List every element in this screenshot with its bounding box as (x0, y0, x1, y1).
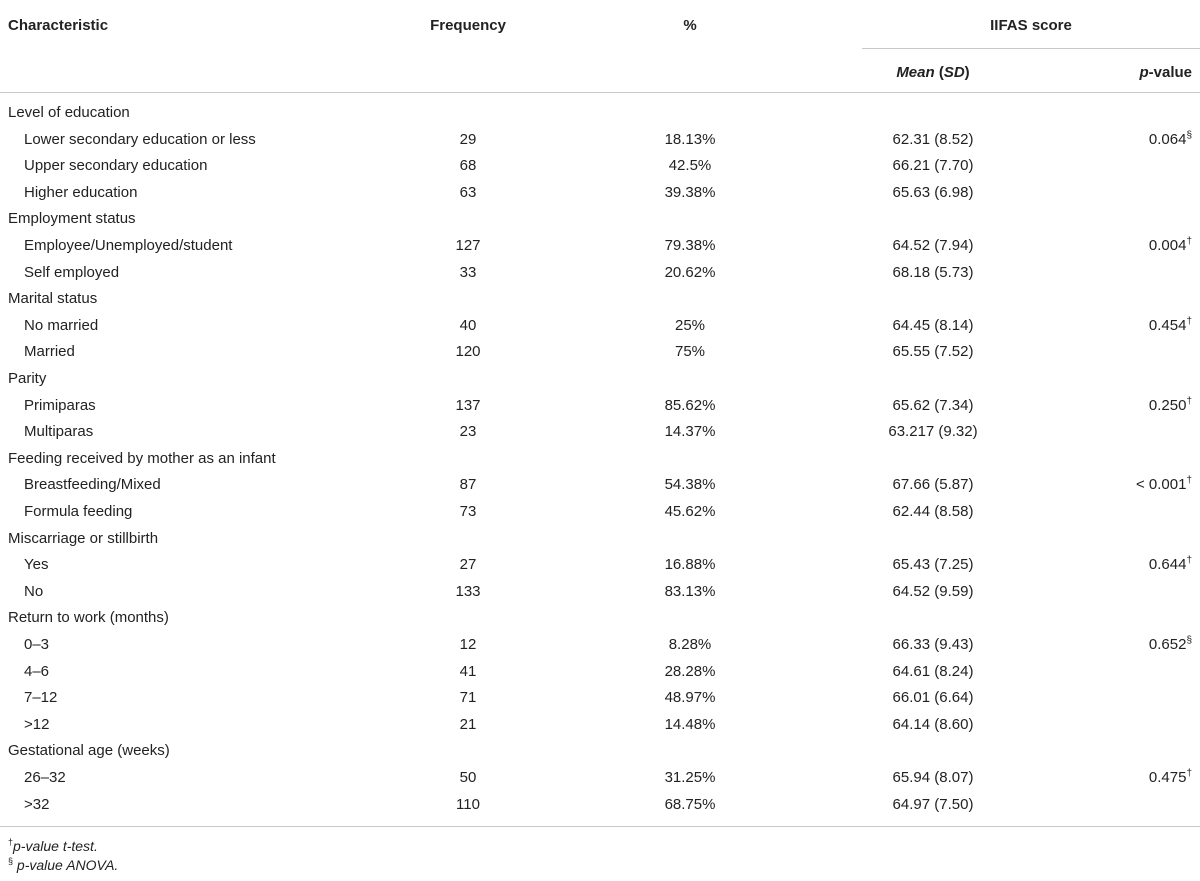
row-frequency: 27 (459, 556, 477, 573)
row-frequency: 63 (459, 184, 477, 201)
group-label: Gestational age (weeks) (8, 742, 170, 759)
header-frequency: Frequency (430, 17, 506, 34)
footnote-anova (8, 857, 118, 873)
row-mean-sd: 64.52 (9.59) (892, 583, 974, 600)
footnote-ttest (8, 838, 98, 854)
p-value-test-mark: § (1186, 635, 1192, 646)
row-characteristic: Lower secondary education or less (24, 131, 256, 148)
p-value-text: 0.064 (1148, 131, 1187, 148)
header-rule (0, 92, 1200, 93)
row-frequency: 110 (456, 796, 480, 813)
row-percent: 54.38% (664, 476, 716, 493)
row-frequency: 73 (459, 503, 477, 520)
row-characteristic: Formula feeding (24, 503, 133, 520)
row-p-value (1149, 397, 1192, 415)
group-label: Marital status (8, 290, 98, 307)
row-percent: 18.13% (664, 131, 716, 148)
row-mean-sd: 65.63 (6.98) (892, 184, 974, 201)
group-label: Level of education (8, 104, 130, 121)
row-frequency: 23 (459, 423, 477, 440)
row-mean-sd: 65.62 (7.34) (892, 397, 974, 414)
p-value-text: 0.250 (1148, 397, 1187, 414)
row-characteristic: 7–12 (24, 689, 58, 706)
row-p-value (1149, 556, 1192, 574)
row-characteristic: 0–3 (24, 636, 50, 653)
row-characteristic: 4–6 (24, 663, 50, 680)
group-label: Employment status (8, 210, 136, 227)
header-p-value (1139, 64, 1192, 82)
row-p-value (1149, 131, 1192, 149)
p-value-test-mark: † (1186, 555, 1192, 566)
row-percent: 16.88% (664, 556, 716, 573)
row-characteristic: >32 (24, 796, 50, 813)
row-frequency: 133 (455, 583, 481, 600)
row-p-value (1149, 317, 1192, 335)
row-mean-sd: 64.45 (8.14) (892, 317, 974, 334)
row-characteristic: No married (24, 317, 99, 334)
footnote-mark: § (8, 856, 14, 866)
row-characteristic: Married (24, 343, 75, 360)
row-characteristic: Multiparas (24, 423, 94, 440)
row-characteristic: Upper secondary education (24, 157, 208, 174)
header-group-rule (862, 48, 1200, 49)
row-frequency: 137 (455, 397, 481, 414)
p-value-test-mark: † (1186, 316, 1192, 327)
table-bottom-rule (0, 826, 1200, 827)
row-percent: 25% (674, 317, 706, 334)
p-value-test-mark: † (1186, 236, 1192, 247)
row-frequency: 120 (455, 343, 481, 360)
row-mean-sd: 64.52 (7.94) (892, 237, 974, 254)
row-mean-sd: 68.18 (5.73) (892, 264, 974, 281)
p-value-test-mark: † (1186, 475, 1192, 486)
group-label: Feeding received by mother as an infant (8, 450, 276, 467)
row-mean-sd: 62.44 (8.58) (892, 503, 974, 520)
row-frequency: 50 (459, 769, 477, 786)
row-characteristic: Primiparas (24, 397, 96, 414)
row-p-value (1149, 237, 1192, 255)
row-frequency: 41 (459, 663, 477, 680)
p-value-test-mark: † (1186, 396, 1192, 407)
header-mean-sd: Mean (SD) (896, 64, 970, 81)
row-characteristic: Breastfeeding/Mixed (24, 476, 161, 493)
row-mean-sd: 64.14 (8.60) (892, 716, 974, 733)
row-mean-sd: 64.61 (8.24) (892, 663, 974, 680)
p-value-text: 0.454 (1148, 317, 1187, 334)
header-percent: % (683, 17, 697, 34)
row-mean-sd: 66.21 (7.70) (892, 157, 974, 174)
row-percent: 20.62% (664, 264, 716, 281)
row-characteristic: 26–32 (24, 769, 66, 786)
group-label: Parity (8, 370, 47, 387)
row-percent: 8.28% (668, 636, 712, 653)
row-percent: 14.48% (664, 716, 716, 733)
row-mean-sd: 63.217 (9.32) (888, 423, 978, 440)
row-mean-sd: 64.97 (7.50) (892, 796, 974, 813)
row-frequency: 71 (459, 689, 477, 706)
row-frequency: 87 (459, 476, 477, 493)
p-value-text: 0.004 (1148, 237, 1187, 254)
row-frequency: 127 (455, 237, 481, 254)
row-percent: 48.97% (664, 689, 716, 706)
header-mean-label: Mean (896, 64, 935, 81)
row-characteristic: Self employed (24, 264, 120, 281)
row-percent: 68.75% (664, 796, 716, 813)
row-percent: 85.62% (664, 397, 716, 414)
row-characteristic: Employee/Unemployed/student (24, 237, 233, 254)
header-p-suffix: -value (1148, 64, 1192, 81)
row-frequency: 12 (459, 636, 477, 653)
row-percent: 42.5% (668, 157, 712, 174)
p-value-test-mark: § (1186, 130, 1192, 141)
group-label: Return to work (months) (8, 609, 169, 626)
row-frequency: 40 (459, 317, 477, 334)
row-percent: 75% (674, 343, 706, 360)
row-characteristic: Higher education (24, 184, 138, 201)
row-mean-sd: 67.66 (5.87) (892, 476, 974, 493)
group-label: Miscarriage or stillbirth (8, 530, 159, 547)
header-sd-label: SD (943, 64, 965, 81)
header-iifas-score: IIFAS score (990, 17, 1072, 34)
row-characteristic: >12 (24, 716, 50, 733)
row-characteristic: No (24, 583, 44, 600)
row-mean-sd: 65.94 (8.07) (892, 769, 974, 786)
header-characteristic: Characteristic (8, 17, 109, 34)
p-value-text: 0.652 (1148, 636, 1187, 653)
row-percent: 83.13% (664, 583, 716, 600)
header-p-label: p (1139, 64, 1149, 81)
row-mean-sd: 65.55 (7.52) (892, 343, 974, 360)
row-mean-sd: 65.43 (7.25) (892, 556, 974, 573)
row-frequency: 21 (459, 716, 477, 733)
row-mean-sd: 66.01 (6.64) (892, 689, 974, 706)
row-p-value (1136, 476, 1192, 494)
row-frequency: 33 (459, 264, 477, 281)
p-value-test-mark: † (1186, 768, 1192, 779)
row-percent: 39.38% (664, 184, 716, 201)
row-p-value (1149, 769, 1192, 787)
footnote-text: p-value t-test. (13, 838, 98, 854)
row-percent: 14.37% (664, 423, 716, 440)
row-percent: 45.62% (664, 503, 716, 520)
footnote-text: p-value ANOVA. (13, 857, 119, 873)
row-frequency: 68 (459, 157, 477, 174)
p-value-text: 0.644 (1148, 556, 1187, 573)
row-frequency: 29 (459, 131, 477, 148)
row-characteristic: Yes (24, 556, 49, 573)
p-value-text: < 0.001 (1135, 476, 1187, 493)
p-value-text: 0.475 (1148, 769, 1187, 786)
footnote-mark: † (8, 837, 14, 847)
row-mean-sd: 66.33 (9.43) (892, 636, 974, 653)
row-percent: 79.38% (664, 237, 716, 254)
row-percent: 28.28% (664, 663, 716, 680)
row-p-value (1149, 636, 1192, 654)
row-mean-sd: 62.31 (8.52) (892, 131, 974, 148)
row-percent: 31.25% (664, 769, 716, 786)
